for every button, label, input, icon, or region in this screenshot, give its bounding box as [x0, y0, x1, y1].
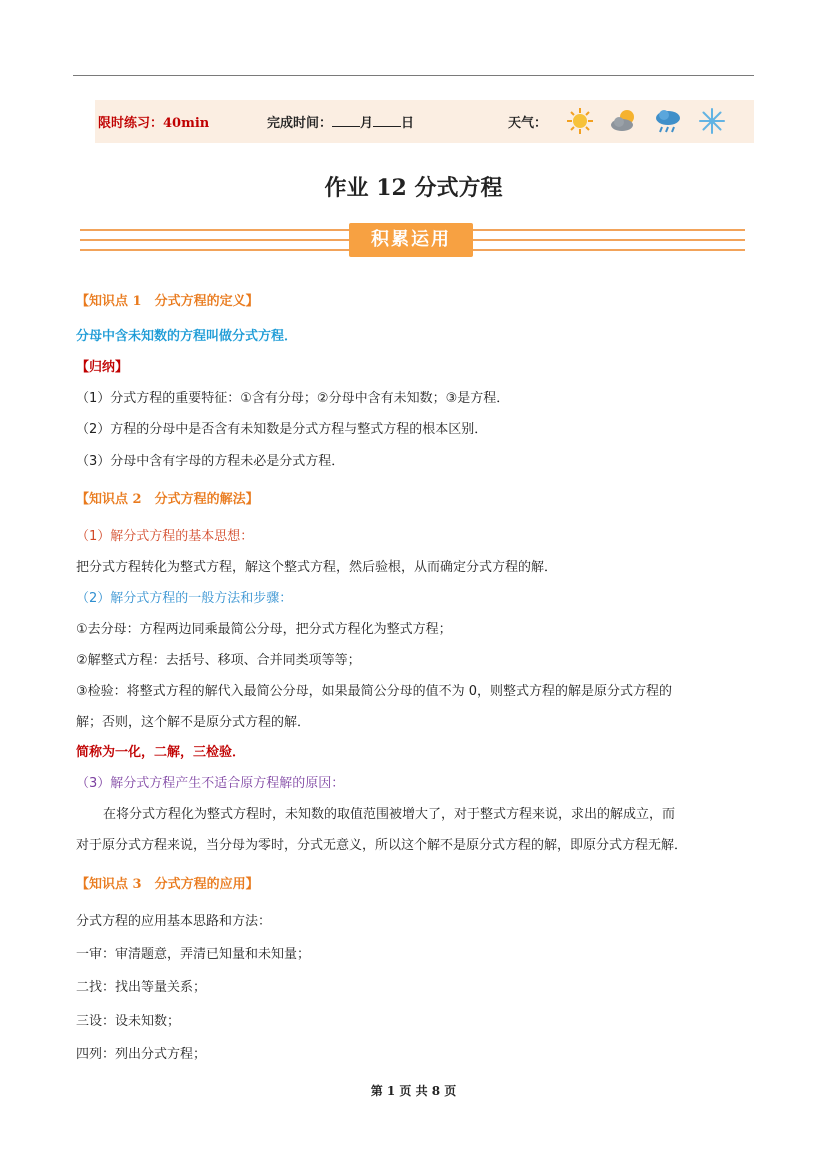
- kp2-sub1-text: 把分式方程转化为整式方程，解这个整式方程，然后验根，从而确定分式方程的解．: [76, 560, 558, 575]
- header-rule: [73, 75, 754, 76]
- page-footer: 第 1 页 共 8 页: [370, 1084, 457, 1098]
- kp2-step: ②解整式方程：去括号、移项、合并同类项等等；: [76, 653, 361, 668]
- kp2-short: 简称为一化，二解，三检验．: [76, 745, 246, 760]
- kp2-step: ③检验：将整式方程的解代入最简公分母，如果最简公分母的值不为 0，则整式方程的解是原分式方程的: [76, 684, 673, 699]
- kp2-reason: 在将分式方程化为整式方程时，未知数的取值范围被增大了，对于整式方程来说，求出的解成立，而: [103, 807, 676, 822]
- rain-cloud-icon[interactable]: [653, 106, 683, 136]
- sun-icon[interactable]: [565, 106, 595, 136]
- kp2-step: ①去分母：方程两边同乘最简公分母，把分式方程化为整式方程；: [76, 622, 452, 637]
- finish-time: [267, 112, 414, 131]
- kp1-heading: 【知识点 1 分式方程的定义】: [76, 294, 259, 309]
- weather-label: 天气：: [508, 116, 548, 131]
- kp2-sub1: （1）解分式方程的基本思想：: [76, 529, 254, 544]
- kp3-intro: 分式方程的应用基本思路和方法：: [76, 914, 272, 929]
- banner-label: 积累运用: [349, 223, 473, 257]
- kp3-step: 一审：审清题意，弄清已知量和未知量；: [76, 947, 311, 962]
- kp1-item: （2）方程的分母中是否含有未知数是分式方程与整式方程的根本区别．: [76, 422, 488, 437]
- time-limit-label: 限时练习：40min: [98, 116, 210, 131]
- kp1-definition: 分母中含未知数的方程叫做分式方程．: [76, 329, 298, 344]
- kp3-step: 二找：找出等量关系；: [76, 980, 207, 995]
- day-blank[interactable]: [373, 114, 401, 127]
- section-banner: [80, 223, 745, 257]
- kp3-step: 三设：设未知数；: [76, 1014, 181, 1029]
- weather-icons: [565, 106, 727, 136]
- month-blank[interactable]: [332, 114, 360, 127]
- kp2-sub2: （2）解分式方程的一般方法和步骤：: [76, 591, 293, 606]
- page-title: 作业 12 分式方程: [324, 175, 503, 201]
- kp2-reason-cont: 对于原分式方程来说，当分母为零时，分式无意义，所以这个解不是原分式方程的解，即原分式方程无解．: [76, 838, 688, 853]
- finish-time-label: 完成时间：: [267, 116, 333, 131]
- snowflake-icon[interactable]: [697, 106, 727, 136]
- kp3-step: 四列：列出分式方程；: [76, 1047, 207, 1062]
- kp2-step-cont: 解；否则，这个解不是原分式方程的解．: [76, 715, 311, 730]
- kp2-heading: 【知识点 2 分式方程的解法】: [76, 492, 259, 507]
- kp1-item: （1）分式方程的重要特征：①含有分母；②分母中含有未知数；③是方程．: [76, 391, 510, 406]
- kp2-sub3: （3）解分式方程产生不适合原方程解的原因：: [76, 776, 345, 791]
- info-bar: [95, 100, 754, 143]
- day-label: 日: [401, 116, 415, 131]
- kp1-item: （3）分母中含有字母的方程未必是分式方程．: [76, 454, 345, 469]
- month-label: 月: [360, 116, 374, 131]
- partly-cloudy-icon[interactable]: [609, 106, 639, 136]
- kp1-summary-heading: 【归纳】: [76, 360, 129, 375]
- kp3-heading: 【知识点 3 分式方程的应用】: [76, 877, 259, 892]
